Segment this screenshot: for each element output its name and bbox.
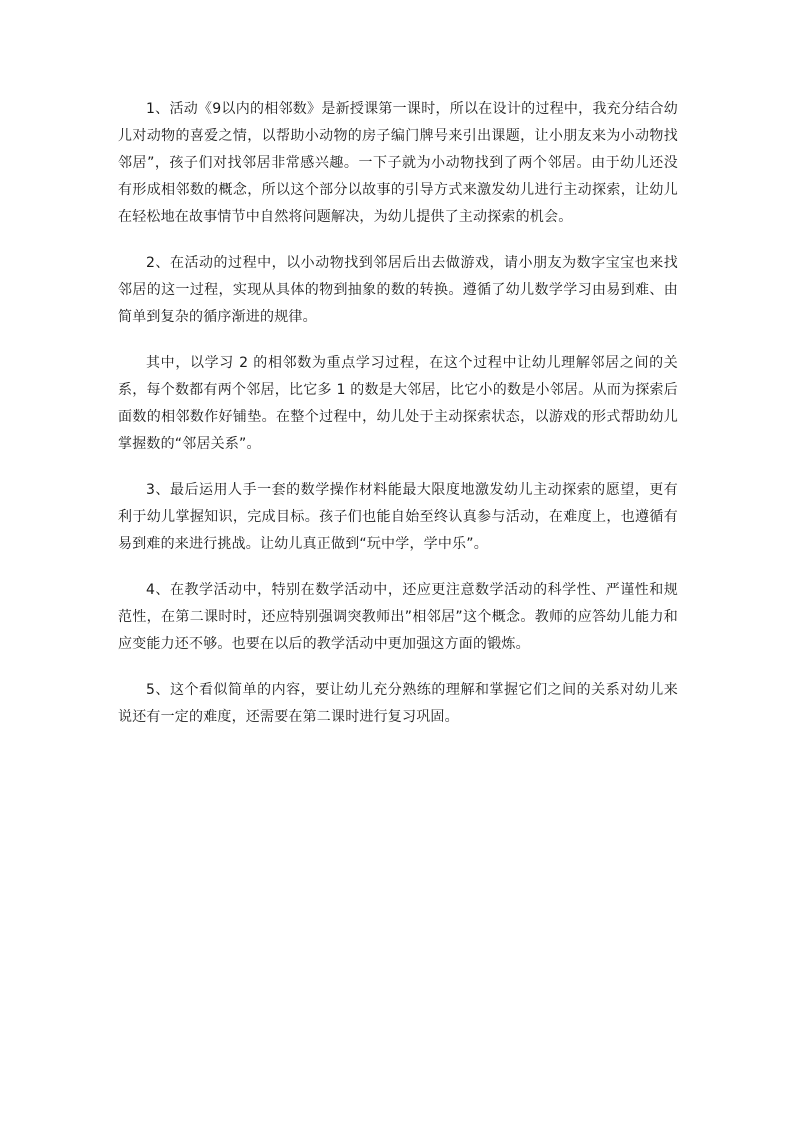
- paragraph-4: 3、最后运用人手一套的数学操作材料能最大限度地激发幼儿主动探索的愿望，更有利于幼儿掌握知识，完成目标。孩子们也能自始至终认真参与活动，在难度上，也遵循有易到难的来进行挑战。让幼儿真正做到“玩中学，学中乐”。: [118, 482, 678, 552]
- document-body: [118, 96, 678, 750]
- paragraph-6: 5、这个看似简单的内容，要让幼儿充分熟练的理解和掌握它们之间的关系对幼儿来说还有一定的难度，还需要在第二课时进行复习巩固。: [118, 682, 678, 725]
- paragraph-5: 4、在教学活动中，特别在数学活动中，还应更注意数学活动的科学性、严谨性和规范性，在第二课时时，还应特别强调突教师出”相邻居”这个概念。教师的应答幼儿能力和应变能力还不够。也要在以后的教学活动中更加强这方面的锻炼。: [118, 582, 678, 652]
- paragraph-1: 1、活动《9以内的相邻数》是新授课第一课时，所以在设计的过程中，我充分结合幼儿对动物的喜爱之情，以帮助小动物的房子编门牌号来引出课题，让小朋友来为小动物找邻居”，孩子们对找邻居非常感兴趣。一下子就为小动物找到了两个邻居。由于幼儿还没有形成相邻数的概念，所以这个部分以故事的引导方式来激发幼儿进行主动探索，让幼儿在轻松地在故事情节中自然将问题解决，为幼儿提供了主动探索的机会。: [118, 101, 678, 225]
- paragraph-2: 2、在活动的过程中，以小动物找到邻居后出去做游戏，请小朋友为数字宝宝也来找邻居的这一过程，实现从具体的物到抽象的数的转换。遵循了幼儿数学学习由易到难、由简单到复杂的循序渐进的规律。: [118, 255, 678, 325]
- paragraph-3: 其中，以学习 2 的相邻数为重点学习过程，在这个过程中让幼儿理解邻居之间的关系，每个数都有两个邻居，比它多 1 的数是大邻居，比它小的数是小邻居。从而为探索后面数的相邻数作好铺垫。在整个过程中，幼儿处于主动探索状态，以游戏的形式帮助幼儿掌握数的“邻居关系”。: [118, 355, 678, 452]
